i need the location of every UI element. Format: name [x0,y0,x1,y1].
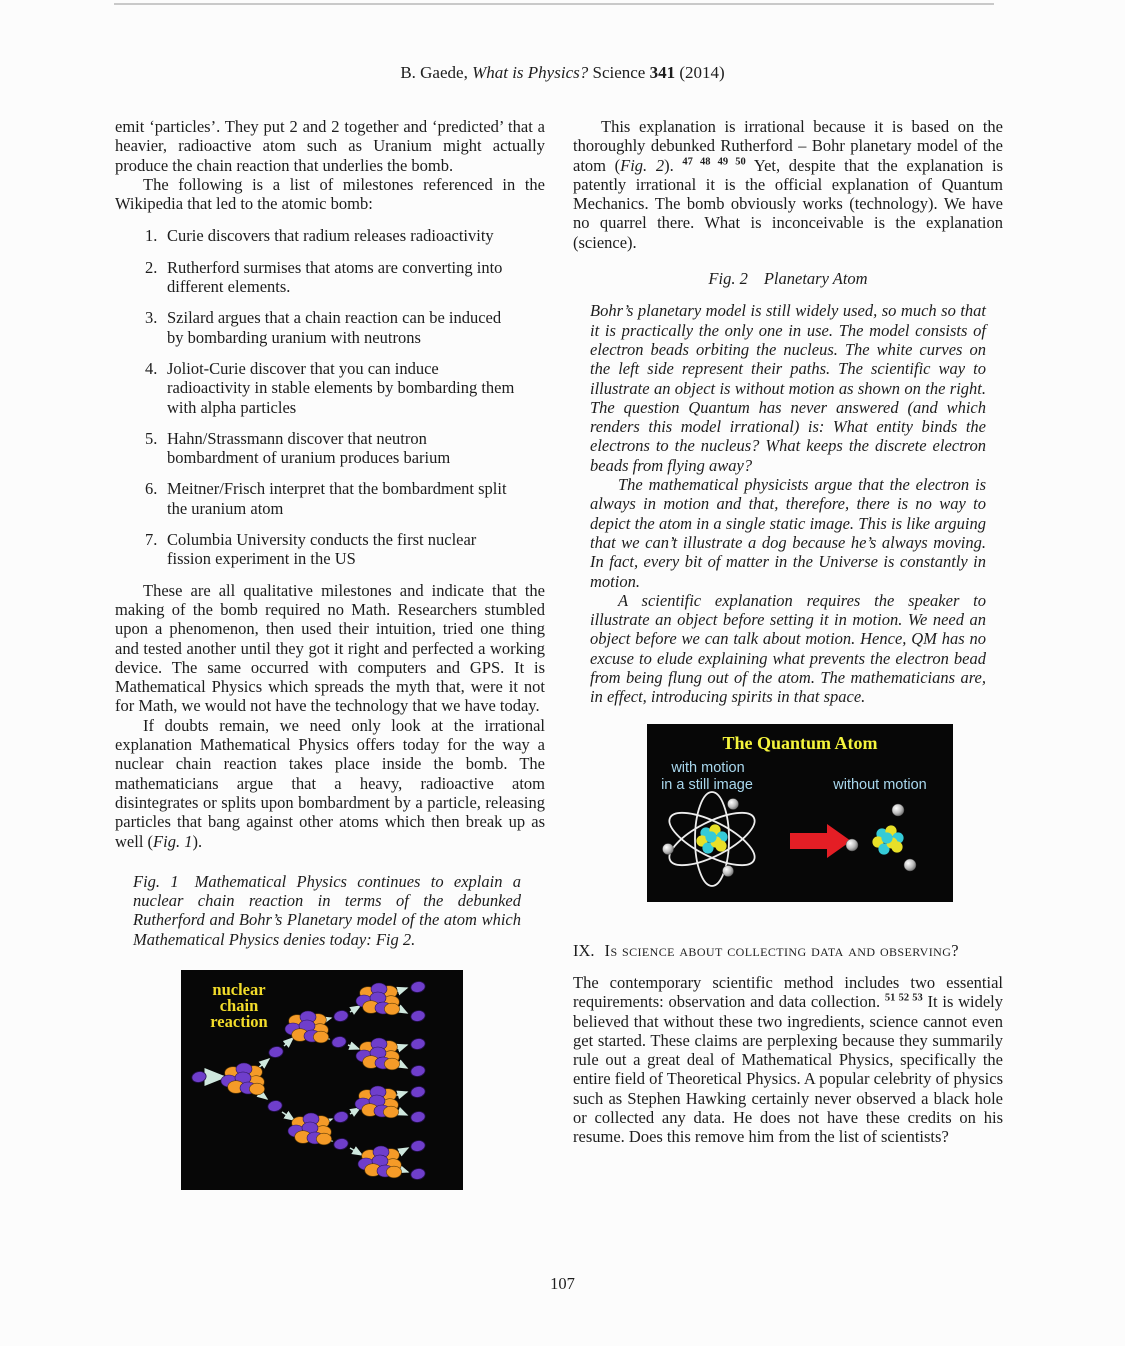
paragraph [573,117,1003,252]
figure-1-title-line2: chain [219,995,259,1015]
figure-2-reference: Fig. 2 [620,155,665,175]
figure-1-caption-text: Mathematical Physics continues to explain a nuclear chain reaction in terms of the debunked Rutherford and Bohr’s Planetary model of the atom which Mathematical Physics denies today: Fig 2. [133,871,521,949]
paragraph-text: If doubts remain, we need only look at the irrational explanation Mathematical Physics offers today for the way a nuclear chain reaction takes place inside the bomb. The mathematicians argue that a heavy, radioactive atom disintegrates or splits upon bombardment by a particle, releasing particles that bang against other atoms which then break up as well ( [115,715,545,851]
page-number: 107 [550,1274,575,1293]
figure-1 [181,970,463,1190]
paragraph: emit ‘particles’. They put 2 and 2 together and ‘predicted’ that a heavier, radioactive atom such as Uranium might actually produce the chain reaction that underlies the bomb. [115,117,545,175]
paragraph [573,973,1003,1147]
header-article-title: What is Physics? [472,63,589,82]
milestones-list [115,226,545,568]
list-item-number: 7. [145,530,158,550]
figure-1-title-line3: reaction [210,1011,268,1031]
list-item-text: Meitner/Frisch interpret that the bombardment split the uranium atom [167,479,507,518]
header-journal: Science [588,63,650,82]
list-item-text: Curie discovers that radium releases radioactivity [167,226,494,246]
running-header [0,63,1125,83]
list-item-text: Joliot-Curie discover that you can induce radioactivity in stable elements by bombarding them with alpha particles [167,358,515,417]
paragraph-text: It is widely believed that without these two ingredients, science cannot even get started. These claims are perplexing because they summarily rule out a great deal of Mathematical Physics, specifically the entire field of Theoretical Physics. A popular celebrity of physics such as Stephen Hawking certainly never observed a black hole or collected any data. He does not have these credits on his resume. Does this remove him from the list of scientists? [573,992,1003,1147]
header-year: (2014) [675,63,725,82]
paragraph [115,716,545,851]
list-item-number: 1. [145,226,158,246]
figure-1-reference: Fig. 1 [153,831,193,851]
list-item-number: 5. [145,428,158,448]
paragraph-text: ). [664,155,683,175]
list-item-number: 2. [145,257,158,277]
list-item-text: Hahn/Strassmann discover that neutron bombardment of uranium produces barium [167,428,451,468]
nuclear-chain-reaction-diagram [181,970,463,1190]
list-item-number: 3. [145,308,158,328]
with-motion-label-line2: in a still image [661,776,753,793]
paragraph: Bohr’s planetary model is still widely used, so much so that it is practically the only one in use. The model consists of electron beads orbiting the nucleus. The white curves on the left side represent their paths. The scientific way to illustrate an object is without motion as shown on the right. The question Quantum has never answered (and which renders this model irrational) is: What entity binds the electrons to the nucleus? What keeps the discrete electron beads from flying away? [590,301,986,475]
list-item [145,308,545,347]
figure-1-caption-label: Fig. 1 [133,871,179,891]
paragraph-text: The contemporary scientific method includes two essential requirements: observation and data collection. [573,972,1003,1012]
list-item [145,258,545,297]
figure-1-title-line1: nuclear [212,979,266,999]
list-item-text: Columbia University conducts the first nuclear fission experiment in the US [167,530,477,569]
figure-1-caption [115,872,545,949]
list-item-text: Rutherford surmises that atoms are converting into different elements. [167,257,503,297]
paragraph: The mathematical physicists argue that the electron is always in motion and that, therefore, there is no way to depict the atom in a single static image. This is like arguing that we can’t illustrate a dog because he’s always moving. In fact, every bit of matter in the Universe is constantly in motion. [590,475,986,591]
header-author: B. Gaede, [400,63,473,82]
section-heading [573,941,1003,960]
list-item-number: 4. [145,358,158,378]
paragraph-text: This explanation is irrational because it is based on the thoroughly debunked Rutherford – Bohr planetary model of the atom ( [573,117,1003,175]
list-item [145,479,545,518]
list-item [145,226,545,245]
with-motion-label-line1: with motion [671,759,745,776]
paragraph: A scientific explanation requires the speaker to illustrate an object before setting it in motion. We need an object before we can talk about motion. Hence, QM has no excuse to elude explaining what prevents the electron bead from being flung out of the atom. The mathematicians are, in effect, introducing spirits in that space. [590,590,986,707]
figure-2-title: The Quantum Atom [722,732,878,753]
paragraph-text: Yet, despite that the explanation is patently irrational it is the official explanation of Quantum Mechanics. The bomb obviously works (technology). We have no quarrel there. What is inconceivable is the explanation (science). [573,155,1003,252]
list-item-text: Szilard argues that a chain reaction can be induced by bombarding uranium with neutrons [167,308,502,347]
list-item [145,530,545,569]
paragraph: These are all qualitative milestones and indicate that the making of the bomb required no Math. Researchers stumbled upon a phenomenon, then used their intuition, tried one thing and tested another until they got it right and perfected a working device. The same occurred with computers and GPS. It is Mathematical Physics which spreads the myth that, were it not for Math, we would not have the technology that we have today. [115,580,545,716]
figure-2-caption-title: Planetary Atom [763,269,868,289]
citation-superscript: 51 52 53 [884,992,923,1004]
list-item-number: 6. [145,479,158,499]
list-item [145,359,545,417]
paragraph: The following is a list of milestones referenced in the Wikipedia that led to the atomic bomb: [115,174,545,214]
figure-2-caption [573,269,1003,288]
figure-2 [647,724,953,902]
header-volume: 341 [649,63,676,82]
section-title: Is science about collecting data and observing? [604,940,959,960]
list-item [145,429,545,468]
figure-2-caption-label: Fig. 2 [708,269,748,289]
figure-2-description [573,301,1003,706]
paragraph-text: ). [192,831,203,851]
section-numeral: IX. [573,940,595,960]
citation-superscript: 47 48 49 50 [682,156,746,168]
top-rule [114,3,994,5]
right-column [573,117,1003,1147]
without-motion-label: without motion [833,776,927,793]
quantum-atom-diagram [647,724,953,902]
left-column [115,117,545,1190]
